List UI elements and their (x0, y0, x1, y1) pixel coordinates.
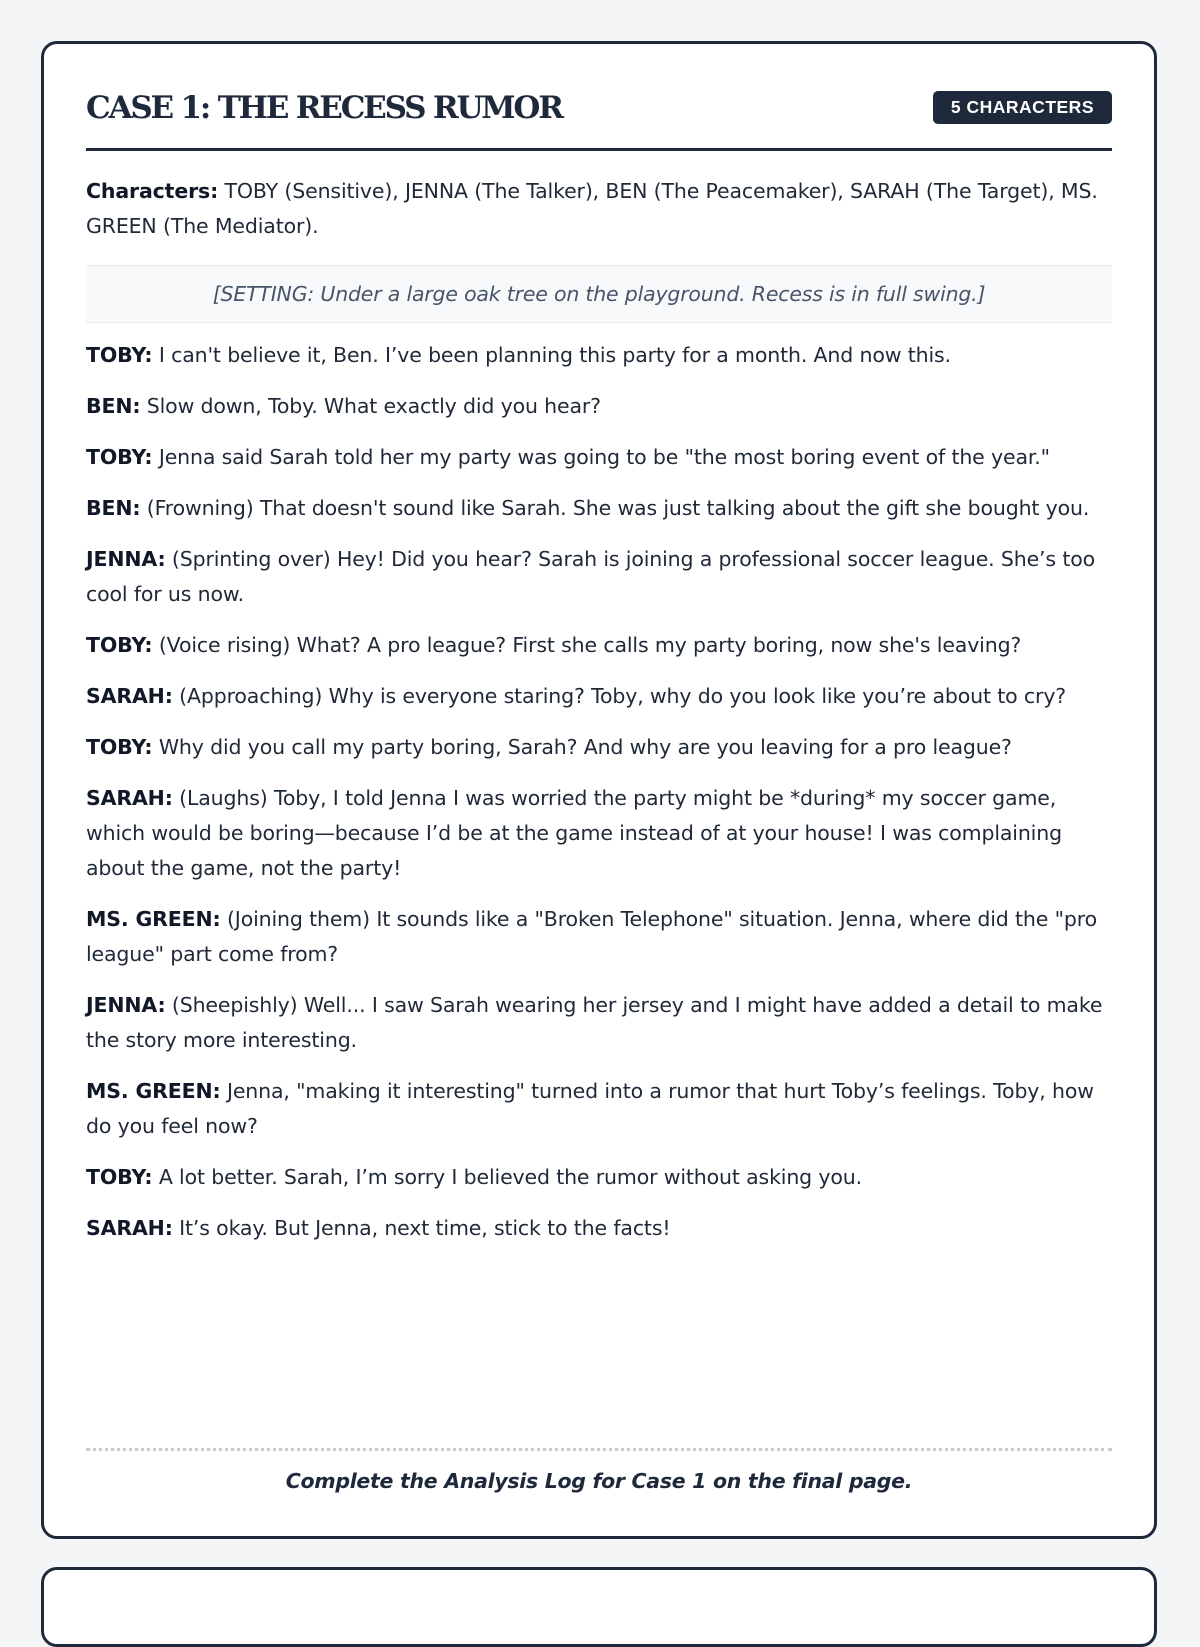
case-header (86, 44, 1112, 151)
speaker-name: TOBY: (86, 445, 153, 469)
dialogue (86, 338, 1112, 1246)
dialogue-line (86, 1074, 1112, 1144)
line-text: Jenna, "making it interesting" turned into a rumor that hurt Toby’s feelings. Toby, how do you feel now? (86, 1079, 1094, 1138)
line-text: (Sheepishly) Well... I saw Sarah wearing her jersey and I might have added a detail to make the story more interesting. (86, 993, 1103, 1052)
dialogue-line (86, 628, 1112, 663)
line-text: (Joining them) It sounds like a "Broken Telephone" situation. Jenna, where did the "pro league" part come from? (86, 907, 1097, 966)
line-text: It’s okay. But Jenna, next time, stick to the facts! (179, 1216, 671, 1240)
speaker-name: BEN: (86, 496, 141, 520)
next-case-card (41, 1567, 1157, 1647)
character-count-badge: 5 CHARACTERS (933, 91, 1112, 124)
speaker-name: SARAH: (86, 1216, 173, 1240)
line-text: Slow down, Toby. What exactly did you hear? (146, 394, 601, 418)
dialogue-line (86, 542, 1112, 612)
line-text: (Laughs) Toby, I told Jenna I was worried the party might be *during* my soccer game, which would be boring—because I’d be at the game instead of at your house! I was complaining about the game, not the party! (86, 786, 1062, 880)
speaker-name: TOBY: (86, 735, 153, 759)
characters-label: Characters: (86, 179, 219, 203)
speaker-name: MS. GREEN: (86, 907, 221, 931)
speaker-name: SARAH: (86, 786, 173, 810)
line-text: (Voice rising) What? A pro league? First she calls my party boring, now she's leaving? (158, 633, 1022, 657)
dialogue-line (86, 730, 1112, 765)
dialogue-line (86, 1211, 1112, 1246)
speaker-name: JENNA: (86, 993, 166, 1017)
line-text: Jenna said Sarah told her my party was going to be "the most boring event of the year." (158, 445, 1050, 469)
dialogue-line (86, 440, 1112, 475)
case-title: CASE 1: THE RECESS RUMOR (86, 90, 562, 126)
characters-text: TOBY (Sensitive), JENNA (The Talker), BEN (The Peacemaker), SARAH (The Target), MS. GREEN (The Mediator). (86, 179, 1098, 238)
dialogue-line (86, 491, 1112, 526)
speaker-name: TOBY: (86, 343, 153, 367)
line-text: (Approaching) Why is everyone staring? Toby, why do you look like you’re about to cry? (179, 684, 1067, 708)
speaker-name: BEN: (86, 394, 141, 418)
footer-instruction: Complete the Analysis Log for Case 1 on the final page. (86, 1448, 1112, 1497)
speaker-name: SARAH: (86, 684, 173, 708)
line-text: (Sprinting over) Hey! Did you hear? Sarah is joining a professional soccer league. She’s too cool for us now. (86, 547, 1095, 606)
line-text: A lot better. Sarah, I’m sorry I believed the rumor without asking you. (158, 1165, 862, 1189)
characters-list (86, 174, 1112, 244)
speaker-name: TOBY: (86, 1165, 153, 1189)
dialogue-line (86, 902, 1112, 972)
line-text: I can't believe it, Ben. I’ve been planning this party for a month. And now this. (158, 343, 951, 367)
speaker-name: MS. GREEN: (86, 1079, 221, 1103)
dialogue-line (86, 1160, 1112, 1195)
dialogue-line (86, 679, 1112, 714)
dialogue-line (86, 389, 1112, 424)
line-text: (Frowning) That doesn't sound like Sarah. She was just talking about the gift she bought you. (146, 496, 1090, 520)
setting-box: [SETTING: Under a large oak tree on the playground. Recess is in full swing.] (86, 265, 1112, 323)
dialogue-line (86, 988, 1112, 1058)
case-card (41, 41, 1157, 1539)
line-text: Why did you call my party boring, Sarah? And why are you leaving for a pro league? (158, 735, 1012, 759)
dialogue-line (86, 338, 1112, 373)
dialogue-line (86, 781, 1112, 886)
speaker-name: JENNA: (86, 547, 166, 571)
speaker-name: TOBY: (86, 633, 153, 657)
